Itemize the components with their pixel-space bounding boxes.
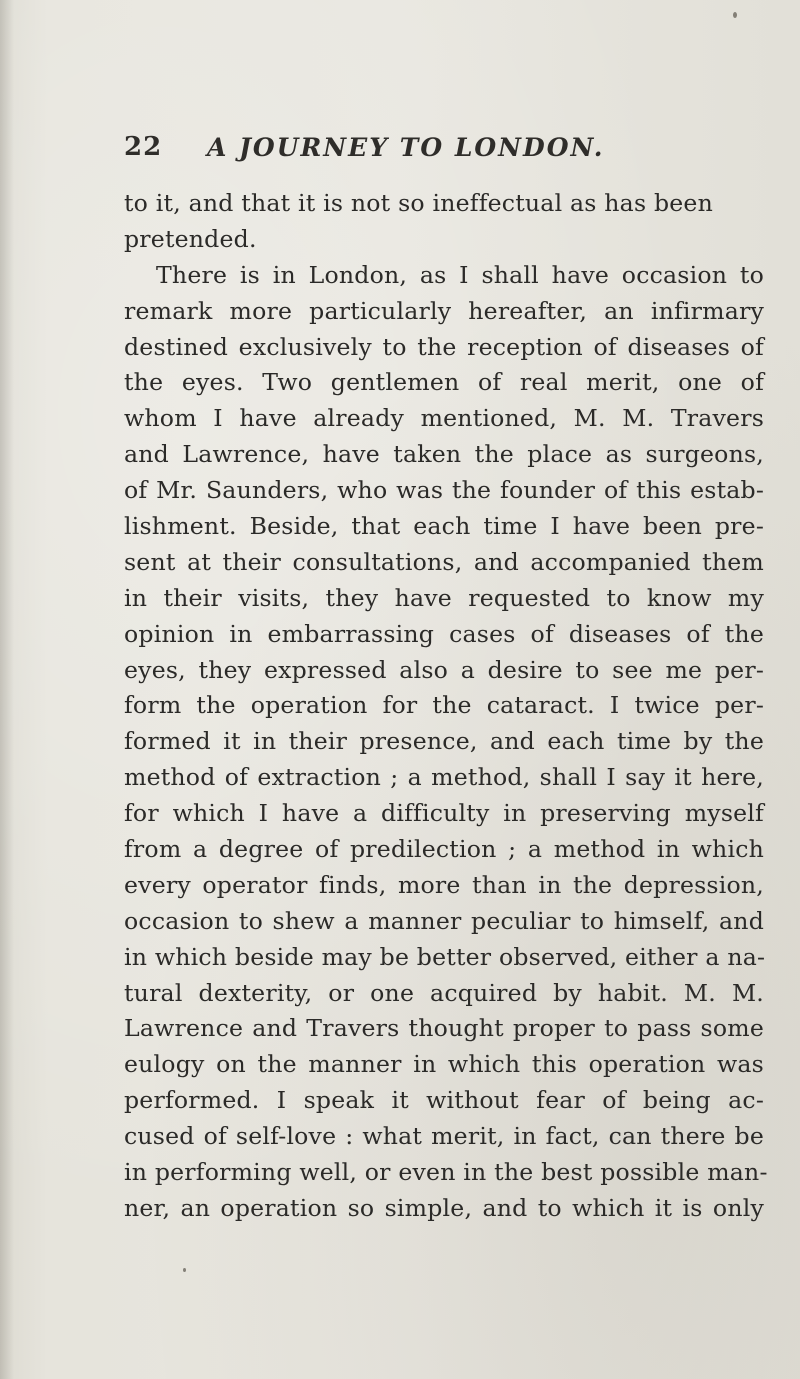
text-line: opinion in embarrassing cases of diseases of the [124, 619, 764, 648]
text-line: occasion to shew a manner peculiar to himself, and [124, 906, 764, 935]
body-text [124, 186, 768, 1227]
text-line: destined exclusively to the reception of diseases of [124, 332, 764, 361]
page-number: 22 [124, 132, 163, 162]
text-line: remark more particularly hereafter, an infirmary [124, 296, 764, 325]
text-line: Lawrence and Travers thought proper to pass some [124, 1014, 764, 1043]
page-gutter-shadow [0, 0, 14, 1379]
text-line: method of extraction ; a method, shall I say it here, [124, 763, 764, 792]
text-line: for which I have a difficulty in preserving myself [124, 799, 764, 828]
text-line: eulogy on the manner in which this operation was [124, 1050, 764, 1079]
text-line: There is in London, as I shall have occasion to [156, 260, 764, 289]
paper-speck [733, 12, 737, 18]
text-line: and Lawrence, have taken the place as surgeons, [124, 440, 764, 469]
text-line: whom I have already mentioned, M. M. Travers [124, 404, 764, 433]
text-line: from a degree of predilection ; a method in which [124, 835, 764, 864]
text-line: the eyes. Two gentlemen of real merit, one of [124, 368, 764, 397]
text-line: form the operation for the cataract. I twice per- [124, 691, 764, 720]
text-line: ner, an operation so simple, and to which it is only [124, 1193, 764, 1222]
text-line: pretended. [124, 224, 257, 253]
text-line: in which beside may be better observed, either a na- [124, 942, 766, 971]
running-title: A JOURNEY TO LONDON. [207, 133, 605, 162]
paper-speck [183, 1268, 186, 1272]
text-line: to it, and that it is not so ineffectual as has been [124, 189, 713, 217]
text-line: cused of self-love : what merit, in fact, can there be [124, 1122, 764, 1151]
text-line: eyes, they expressed also a desire to see me per- [124, 655, 764, 684]
text-line: performed. I speak it without fear of being ac- [124, 1086, 764, 1115]
text-line: every operator finds, more than in the depression, [124, 870, 764, 899]
text-line: lishment. Beside, that each time I have been pre- [124, 512, 764, 541]
text-line: sent at their consultations, and accompanied them [124, 547, 764, 576]
page-header [124, 132, 684, 166]
text-line: tural dexterity, or one acquired by habit. M. M. [124, 978, 764, 1007]
text-line: of Mr. Saunders, who was the founder of this estab- [124, 476, 764, 505]
text-line: formed it in their presence, and each time by the [124, 727, 764, 756]
text-line: in performing well, or even in the best possible man- [124, 1158, 768, 1187]
text-line: in their visits, they have requested to know my [124, 583, 764, 612]
